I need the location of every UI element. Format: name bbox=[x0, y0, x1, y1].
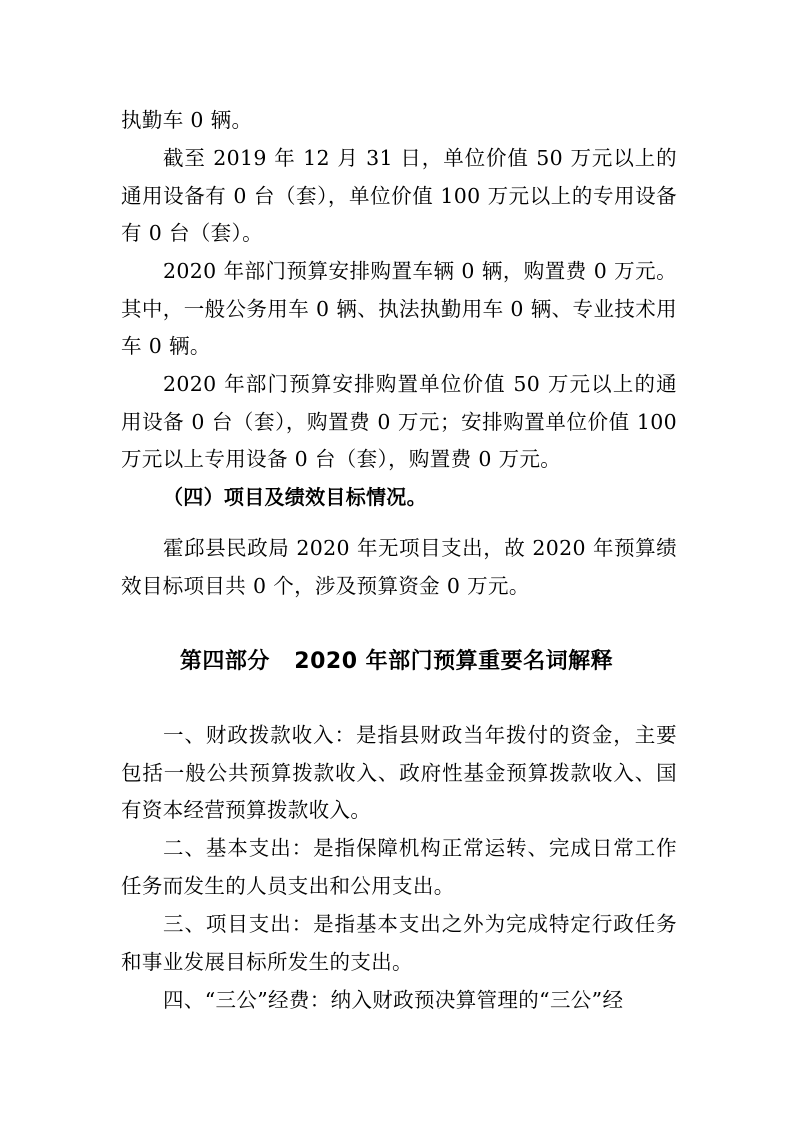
paragraph-equipment-status: 截至 2019 年 12 月 31 日，单位价值 50 万元以上的通用设备有 0 台（套），单位价值 100 万元以上的专用设备有 0 台（套）。 bbox=[121, 146, 677, 245]
subheading-projects-performance: （四）项目及绩效目标情况。 bbox=[163, 485, 427, 509]
part-four-heading: 第四部分 2020 年部门预算重要名词解释 bbox=[179, 649, 614, 674]
paragraph-vehicle-count: 执勤车 0 辆。 bbox=[121, 108, 253, 132]
term-fiscal-appropriation-income: 一、财政拨款收入：是指县财政当年拨付的资金，主要包括一般公共预算拨款收入、政府性基金预算拨款收入、国有资本经营预算拨款收入。 bbox=[121, 723, 677, 822]
term-three-public-expenses: 四、“三公”经费：纳入财政预决算管理的“三公”经 bbox=[163, 988, 624, 1012]
paragraph-projects-performance: 霍邱县民政局 2020 年无项目支出，故 2020 年预算绩效目标项目共 0 个，涉及预算资金 0 万元。 bbox=[121, 536, 677, 598]
paragraph-equipment-purchase: 2020 年部门预算安排购置单位价值 50 万元以上的通用设备 0 台（套），购置费 0 万元；安排购置单位价值 100 万元以上专用设备 0 台（套），购置费 0 万元。 bbox=[121, 372, 677, 471]
term-project-expenditure: 三、项目支出：是指基本支出之外为完成特定行政任务和事业发展目标所发生的支出。 bbox=[121, 912, 677, 974]
term-basic-expenditure: 二、基本支出：是指保障机构正常运转、完成日常工作任务而发生的人员支出和公用支出。 bbox=[121, 836, 677, 898]
paragraph-vehicle-purchase: 2020 年部门预算安排购置车辆 0 辆，购置费 0 万元。其中，一般公务用车 0 辆、执法执勤用车 0 辆、专业技术用车 0 辆。 bbox=[121, 259, 677, 358]
